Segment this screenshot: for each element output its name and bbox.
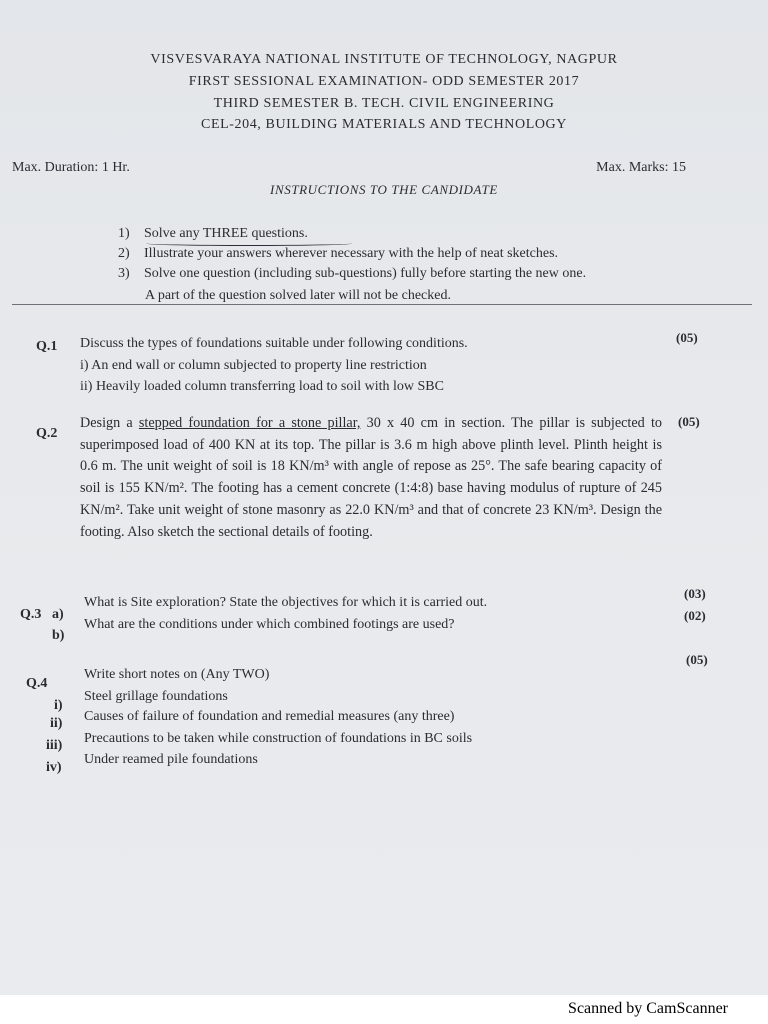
q4-number: Q.4 <box>26 676 48 691</box>
max-duration: Max. Duration: 1 Hr. <box>12 160 130 175</box>
q4-item-label: i) <box>54 698 63 713</box>
q3-b-text: What are the conditions under which combined footings are used? <box>84 617 455 632</box>
q1-sub-ii: ii) Heavily loaded column transferring load to soil with low SBC <box>80 379 444 394</box>
q4-marks: (05) <box>686 652 708 667</box>
q4-item-label: iii) <box>46 738 63 753</box>
q1-sub-i: i) An end wall or column subjected to property line restriction <box>80 358 427 373</box>
q2-number: Q.2 <box>36 426 58 441</box>
course-title: CEL-204, BUILDING MATERIALS AND TECHNOLOGY <box>201 117 567 132</box>
instruction-1 <box>118 226 308 242</box>
q2-marks: (05) <box>678 414 700 429</box>
q3-number: Q.3 <box>20 607 42 622</box>
instruction-num: 2) <box>118 246 130 261</box>
scanner-watermark: Scanned by CamScanner <box>568 1000 728 1017</box>
q3-b-marks: (02) <box>684 608 706 623</box>
q1-marks: (05) <box>676 330 698 345</box>
q4-item-text: Causes of failure of foundation and remedial measures (any three) <box>84 709 455 724</box>
q3-a-marks: (03) <box>684 586 706 601</box>
q3-a-label: a) <box>52 607 64 622</box>
q4-item-text: Steel grillage foundations <box>84 689 228 704</box>
instruction-3 <box>118 266 586 282</box>
divider-line <box>12 304 752 305</box>
q4-item-label: ii) <box>50 716 63 731</box>
q1-number: Q.1 <box>36 339 58 354</box>
q1-text: Discuss the types of foundations suitable under following conditions. <box>80 336 468 351</box>
instruction-num: 3) <box>118 266 130 281</box>
instruction-text: Illustrate your answers wherever necessary with the help of neat sketches. <box>144 246 559 261</box>
exam-title: FIRST SESSIONAL EXAMINATION- ODD SEMESTER 2017 <box>188 74 580 89</box>
q3-b-label: b) <box>52 628 65 643</box>
q4-item-label: iv) <box>46 760 62 775</box>
institute-name: VISVESVARAYA NATIONAL INSTITUTE OF TECHNOLOGY, NAGPUR <box>150 52 618 67</box>
q2-text-rest: 30 x 40 cm in section. The pillar is subjected to superimposed load of 400 KN at its top. The pillar is 3.6 m high above plinth level. Plinth height is 0.6 m. The unit weight of soil is 18 KN/m³ with angle of repose as 25°. The safe bearing capacity of soil is 155 KN/m². The footing has a cement concrete (1:4:8) base having modulus of rupture of 245 KN/m². Take unit weight of stone masonry as 22.0 KN/m³ and that of concrete 23 KN/m³. Design the footing. Also sketch the sectional details of footing. <box>80 415 662 540</box>
q2-underlined-phrase: stepped foundation for a stone pillar, <box>138 415 361 431</box>
max-marks: Max. Marks: 15 <box>596 160 686 175</box>
instruction-num: 1) <box>118 226 130 241</box>
instructions-title: INSTRUCTIONS TO THE CANDIDATE <box>270 182 498 197</box>
instruction-text: Solve any THREE questions. <box>144 226 308 241</box>
instruction-2 <box>118 246 558 262</box>
q4-item-text: Precautions to be taken while construction of foundations in BC soils <box>84 731 473 746</box>
instruction-text: Solve one question (including sub-questions) fully before starting the new one. <box>144 266 587 281</box>
q2-text <box>80 413 662 543</box>
semester-line: THIRD SEMESTER B. TECH. CIVIL ENGINEERING <box>213 96 555 111</box>
q4-text: Write short notes on (Any TWO) <box>84 667 270 682</box>
instruction-note: A part of the question solved later will not be checked. <box>145 288 451 303</box>
q2-text-start: Design a <box>80 415 139 431</box>
q4-item-text: Under reamed pile foundations <box>84 752 258 767</box>
q3-a-text: What is Site exploration? State the objectives for which it is carried out. <box>84 595 488 610</box>
